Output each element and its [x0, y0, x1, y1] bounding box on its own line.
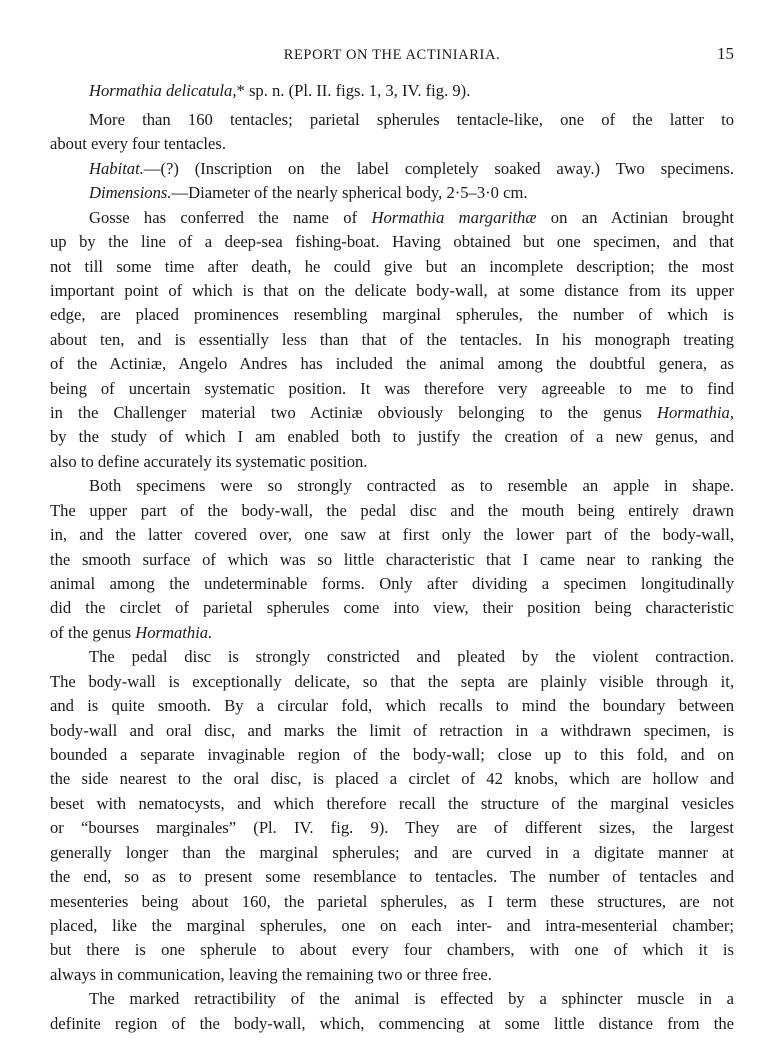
text-line — [50, 816, 734, 840]
text-segment: Both specimens were so strongly contracted as to resemble an apple in shape. — [89, 476, 734, 496]
page-number: 15 — [717, 44, 734, 63]
italic-text: Dimensions. — [89, 183, 172, 203]
text-segment: of the genus — [50, 622, 136, 642]
text-segment: being of uncertain systematic position. It was therefore very agreeable to me to find — [50, 378, 734, 398]
text-segment: also to define accurately its systematic position. — [50, 451, 368, 471]
text-line — [50, 890, 734, 914]
text-line — [50, 279, 734, 303]
text-segment: about ten, and is essentially less than that of the tentacles. In his monograph treating — [50, 329, 734, 349]
running-title: REPORT ON THE ACTINIARIA. — [283, 47, 501, 63]
text-segment: bounded a separate invaginable region of the body-wall; close up to this fold, and on — [50, 744, 734, 764]
text-segment: edge, are placed prominences resembling marginal spherules, the number of which is — [50, 305, 734, 325]
text-line — [50, 230, 734, 254]
text-line — [50, 596, 734, 620]
text-segment: the smooth surface of which was so little characteristic that I came near to ranking the — [50, 549, 734, 569]
text-segment: and is quite smooth. By a circular fold, which recalls to mind the boundary between — [50, 696, 734, 716]
text-segment: beset with nematocysts, and which therefore recall the structure of the marginal vesicles — [50, 793, 734, 813]
text-segment: definite region of the body-wall, which, commencing at some little distance from the — [50, 1013, 734, 1033]
text-line — [50, 255, 734, 279]
text-segment: up by the line of a deep-sea fishing-boat. Having obtained but one specimen, and that — [50, 232, 734, 252]
text-segment: —(?) (Inscription on the label completely soaked away.) Two specimens. — [143, 158, 734, 178]
italic-text: Hormathia delicatula, — [89, 81, 237, 100]
text-line — [50, 621, 734, 645]
text-line — [50, 792, 734, 816]
italic-text: Hormathia. — [135, 622, 213, 642]
text-segment: but there is one spherule to about every four chambers, with one of which it is — [50, 940, 734, 960]
body-text — [50, 79, 734, 1036]
italic-text: Hormathia, — [657, 403, 734, 423]
text-segment: by the study of which I am enabled both to justify the creation of a new genus, and — [50, 427, 734, 447]
text-segment: important point of which is that on the delicate body-wall, at some distance from its upper — [50, 280, 734, 300]
text-line — [50, 548, 734, 572]
text-line — [50, 377, 734, 401]
text-line — [50, 157, 734, 181]
text-segment: on an Actinian brought — [536, 207, 734, 227]
text-line — [50, 450, 734, 474]
text-segment: always in communication, leaving the remaining two or three free. — [50, 964, 492, 984]
text-segment: Gosse has conferred the name of — [89, 207, 372, 227]
text-line — [50, 645, 734, 669]
text-segment: body-wall and oral disc, and marks the limit of retraction in a withdrawn specimen, is — [50, 720, 734, 740]
text-line — [50, 499, 734, 523]
text-line — [50, 572, 734, 596]
text-line — [50, 474, 734, 498]
text-line — [50, 181, 734, 205]
text-segment: did the circlet of parietal spherules come into view, their position being characteristic — [50, 598, 734, 618]
text-segment: The pedal disc is strongly constricted and pleated by the violent contraction. — [89, 647, 734, 667]
text-segment: in the Challenger material two Actiniæ obviously belonging to the genus — [50, 403, 658, 423]
italic-text: Hormathia margarithæ — [371, 207, 537, 227]
text-line — [50, 328, 734, 352]
text-line — [50, 743, 734, 767]
text-line — [50, 987, 734, 1011]
text-line — [50, 938, 734, 962]
text-segment: the end, so as to present some resemblance to tentacles. The number of tentacles and — [50, 867, 734, 887]
text-segment: animal among the undeterminable forms. Only after dividing a specimen longitudinally — [50, 574, 734, 594]
text-line — [50, 670, 734, 694]
text-line — [50, 694, 734, 718]
text-line — [50, 523, 734, 547]
text-line — [50, 401, 734, 425]
text-line — [50, 132, 734, 156]
text-line — [50, 767, 734, 791]
text-line — [50, 865, 734, 889]
text-segment: of the Actiniæ, Angelo Andres has included the animal among the doubtful genera, as — [50, 354, 734, 374]
text-line — [50, 1012, 734, 1036]
text-line — [50, 352, 734, 376]
text-line — [50, 719, 734, 743]
text-line — [50, 963, 734, 987]
text-segment: not till some time after death, he could give but an incomplete description; the most — [50, 256, 734, 276]
text-segment: —Diameter of the nearly spherical body, 2·5–3·0 cm. — [171, 183, 528, 203]
text-segment: mesenteries being about 160, the parietal spherules, as I term these structures, are not — [50, 891, 734, 911]
text-line — [50, 303, 734, 327]
running-header — [50, 44, 734, 68]
text-segment: The marked retractibility of the animal is effected by a sphincter muscle in a — [89, 989, 734, 1009]
text-line — [50, 841, 734, 865]
text-segment: The upper part of the body-wall, the pedal disc and the mouth being entirely drawn — [50, 500, 734, 520]
text-segment: generally longer than the marginal spherules; and are curved in a digitate manner at — [50, 842, 734, 862]
text-line — [50, 206, 734, 230]
text-segment: The body-wall is exceptionally delicate, so that the septa are plainly visible through it, — [50, 671, 734, 691]
text-segment: * sp. n. (Pl. II. figs. 1, 3, IV. fig. 9). — [236, 81, 471, 100]
text-segment: or “bourses marginales” (Pl. IV. fig. 9). They are of different sizes, the largest — [50, 818, 734, 838]
text-segment: about every four tentacles. — [50, 134, 227, 154]
italic-text: Habitat. — [89, 158, 144, 178]
text-segment: in, and the latter covered over, one saw at first only the lower part of the body-wall, — [50, 525, 734, 545]
text-segment: More than 160 tentacles; parietal spherules tentacle-like, one of the latter to — [89, 110, 734, 129]
text-line — [50, 108, 734, 132]
text-line — [50, 914, 734, 938]
text-segment: the side nearest to the oral disc, is placed a circlet of 42 knobs, which are hollow and — [50, 769, 734, 789]
text-line — [50, 79, 734, 108]
text-segment: placed, like the marginal spherules, one on each inter- and intra-mesenterial chamber; — [50, 915, 734, 935]
text-line — [50, 425, 734, 449]
